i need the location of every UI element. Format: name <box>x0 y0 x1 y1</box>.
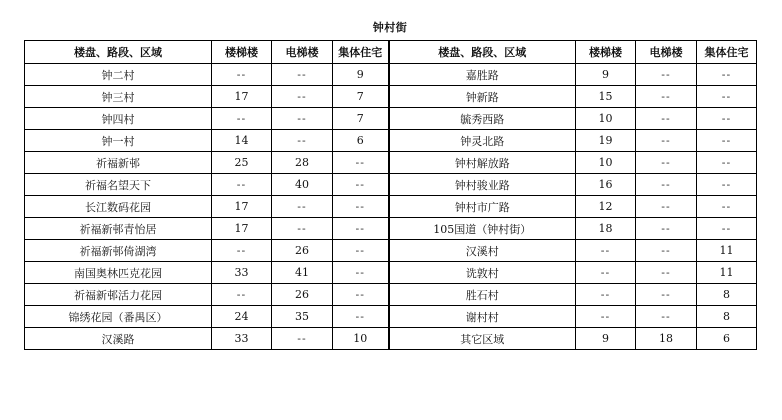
row-label-cell: 钟三村 <box>25 86 212 108</box>
value-cell: -- <box>697 152 757 174</box>
value-cell: -- <box>636 130 697 152</box>
value-cell: 35 <box>272 306 333 328</box>
value-cell: 14 <box>212 130 272 152</box>
value-cell: 18 <box>636 328 697 350</box>
row-label-cell: 长江数码花园 <box>25 196 212 218</box>
value-cell: 33 <box>212 262 272 284</box>
header-cell: 电梯楼 <box>272 41 333 64</box>
value-cell: 26 <box>272 284 333 306</box>
row-label-cell: 汉溪路 <box>25 328 212 350</box>
value-cell: -- <box>212 174 272 196</box>
table-row <box>25 86 757 108</box>
table-row <box>25 108 757 130</box>
row-label-cell: 祈福新邨 <box>25 152 212 174</box>
value-cell: 17 <box>212 218 272 240</box>
row-label-cell: 毓秀西路 <box>389 108 576 130</box>
table-row <box>25 64 757 86</box>
value-cell: -- <box>697 196 757 218</box>
row-label-cell: 钟村骏业路 <box>389 174 576 196</box>
sheet-title: 钟村街 <box>372 21 408 34</box>
value-cell: -- <box>636 262 697 284</box>
row-label-cell: 胜石村 <box>389 284 576 306</box>
value-cell: -- <box>272 328 333 350</box>
value-cell: -- <box>697 174 757 196</box>
value-cell: -- <box>576 240 636 262</box>
value-cell: 25 <box>212 152 272 174</box>
value-cell: -- <box>212 240 272 262</box>
header-cell: 电梯楼 <box>636 41 697 64</box>
value-cell: -- <box>636 86 697 108</box>
value-cell: -- <box>697 86 757 108</box>
value-cell: 6 <box>697 328 757 350</box>
value-cell: -- <box>333 262 389 284</box>
value-cell: -- <box>636 152 697 174</box>
value-cell: -- <box>636 284 697 306</box>
table-body <box>25 64 757 350</box>
table-row <box>25 174 757 196</box>
row-label-cell: 祈福新邨活力花园 <box>25 284 212 306</box>
value-cell: 9 <box>576 64 636 86</box>
row-label-cell: 钟村市广路 <box>389 196 576 218</box>
value-cell: -- <box>333 306 389 328</box>
value-cell: 26 <box>272 240 333 262</box>
value-cell: -- <box>636 306 697 328</box>
value-cell: -- <box>333 284 389 306</box>
table-row <box>25 262 757 284</box>
table-row <box>25 284 757 306</box>
value-cell: -- <box>272 86 333 108</box>
value-cell: -- <box>636 196 697 218</box>
row-label-cell: 其它区域 <box>389 328 576 350</box>
header-cell: 楼梯楼 <box>576 41 636 64</box>
row-label-cell: 汉溪村 <box>389 240 576 262</box>
housing-table <box>24 40 757 350</box>
row-label-cell: 祈福名望天下 <box>25 174 212 196</box>
value-cell: -- <box>697 64 757 86</box>
value-cell: -- <box>272 130 333 152</box>
row-label-cell: 钟四村 <box>25 108 212 130</box>
value-cell: -- <box>212 284 272 306</box>
value-cell: 24 <box>212 306 272 328</box>
value-cell: -- <box>697 108 757 130</box>
value-cell: 33 <box>212 328 272 350</box>
value-cell: 6 <box>333 130 389 152</box>
value-cell: -- <box>333 240 389 262</box>
value-cell: -- <box>272 108 333 130</box>
value-cell: -- <box>636 174 697 196</box>
value-cell: -- <box>636 64 697 86</box>
value-cell: 8 <box>697 284 757 306</box>
value-cell: 28 <box>272 152 333 174</box>
row-label-cell: 钟二村 <box>25 64 212 86</box>
value-cell: 10 <box>333 328 389 350</box>
value-cell: -- <box>212 64 272 86</box>
header-cell: 集体住宅 <box>333 41 389 64</box>
value-cell: -- <box>212 108 272 130</box>
value-cell: 41 <box>272 262 333 284</box>
header-cell: 楼盘、路段、区域 <box>389 41 576 64</box>
table-row <box>25 130 757 152</box>
value-cell: -- <box>576 262 636 284</box>
row-label-cell: 105国道（钟村街） <box>389 218 576 240</box>
value-cell: 16 <box>576 174 636 196</box>
row-label-cell: 钟灵北路 <box>389 130 576 152</box>
value-cell: -- <box>333 174 389 196</box>
value-cell: -- <box>576 306 636 328</box>
header-row <box>25 41 757 64</box>
value-cell: 17 <box>212 196 272 218</box>
row-label-cell: 钟一村 <box>25 130 212 152</box>
header-cell: 楼盘、路段、区域 <box>25 41 212 64</box>
value-cell: 12 <box>576 196 636 218</box>
row-label-cell: 祈福新邨倚湖湾 <box>25 240 212 262</box>
value-cell: -- <box>697 218 757 240</box>
table-row <box>25 306 757 328</box>
table-row <box>25 328 757 350</box>
header-cell: 集体住宅 <box>697 41 757 64</box>
row-label-cell: 祈福新邨青怡居 <box>25 218 212 240</box>
value-cell: -- <box>272 218 333 240</box>
value-cell: 11 <box>697 240 757 262</box>
value-cell: -- <box>636 218 697 240</box>
value-cell: -- <box>333 218 389 240</box>
value-cell: 9 <box>333 64 389 86</box>
value-cell: 40 <box>272 174 333 196</box>
row-label-cell: 锦绣花园（番禺区） <box>25 306 212 328</box>
value-cell: 15 <box>576 86 636 108</box>
value-cell: 7 <box>333 86 389 108</box>
table-row <box>25 240 757 262</box>
value-cell: 7 <box>333 108 389 130</box>
value-cell: 18 <box>576 218 636 240</box>
value-cell: -- <box>697 130 757 152</box>
spreadsheet-sheet <box>24 0 756 350</box>
row-label-cell: 南国奥林匹克花园 <box>25 262 212 284</box>
value-cell: -- <box>272 64 333 86</box>
value-cell: -- <box>272 196 333 218</box>
value-cell: -- <box>333 152 389 174</box>
table-row <box>25 152 757 174</box>
row-label-cell: 钟新路 <box>389 86 576 108</box>
value-cell: 10 <box>576 108 636 130</box>
row-label-cell: 诜敦村 <box>389 262 576 284</box>
value-cell: 8 <box>697 306 757 328</box>
value-cell: -- <box>636 108 697 130</box>
table-row <box>25 218 757 240</box>
header-cell: 楼梯楼 <box>212 41 272 64</box>
value-cell: -- <box>576 284 636 306</box>
row-label-cell: 嘉胜路 <box>389 64 576 86</box>
value-cell: 19 <box>576 130 636 152</box>
value-cell: 11 <box>697 262 757 284</box>
value-cell: -- <box>333 196 389 218</box>
row-label-cell: 谢村村 <box>389 306 576 328</box>
value-cell: 9 <box>576 328 636 350</box>
table-row <box>25 196 757 218</box>
row-label-cell: 钟村解放路 <box>389 152 576 174</box>
value-cell: 10 <box>576 152 636 174</box>
value-cell: 17 <box>212 86 272 108</box>
value-cell: -- <box>636 240 697 262</box>
